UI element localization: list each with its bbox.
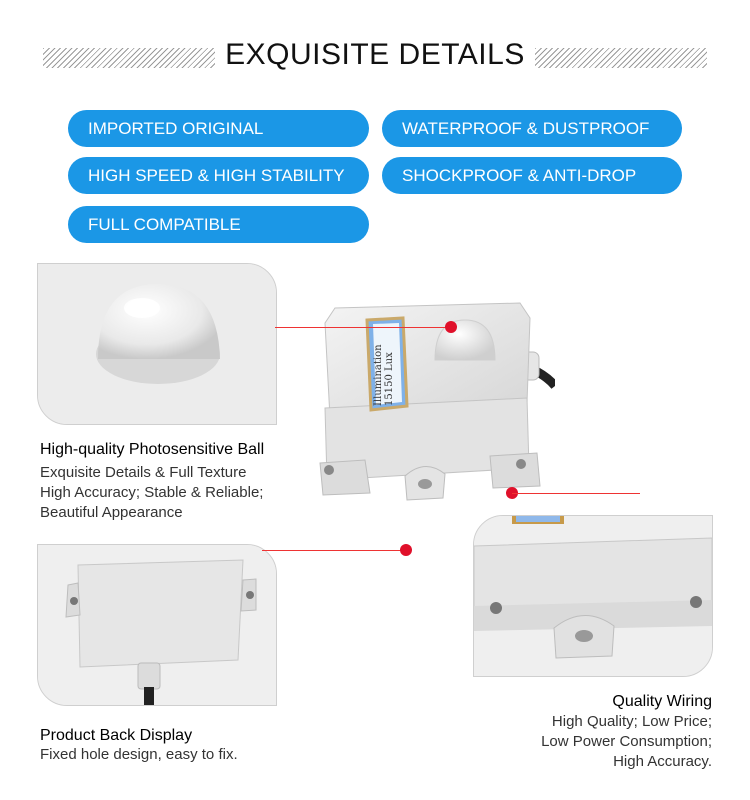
wiring-line-1: High Quality; Low Price; — [551, 713, 712, 730]
callout-dot-ball — [445, 321, 457, 333]
sensor-display-readout — [373, 326, 403, 406]
feature-pill-shockproof: SHOCKPROOF & ANTI-DROP — [382, 157, 682, 194]
callout-line-wiring — [512, 493, 640, 494]
display-line-2: 15150 Lux — [384, 352, 395, 406]
back-display-line-1: Fixed hole design, easy to fix. — [40, 746, 238, 763]
callout-line-ball — [275, 327, 450, 328]
back-display-heading: Product Back Display — [40, 727, 193, 744]
header-hatch-left — [43, 48, 215, 68]
page-title: EXQUISITE DETAILS — [225, 38, 525, 71]
back-display-image — [37, 544, 277, 706]
header-hatch-right — [535, 48, 707, 68]
feature-pill-high-speed: HIGH SPEED & HIGH STABILITY — [68, 157, 369, 194]
photosensitive-line-2: High Accuracy; Stable & Reliable; — [40, 484, 264, 501]
wiring-heading: Quality Wiring — [612, 693, 712, 710]
photosensitive-ball-image — [37, 263, 277, 425]
wiring-line-3: High Accuracy. — [613, 753, 712, 770]
photosensitive-line-3: Beautiful Appearance — [40, 504, 183, 521]
feature-pill-waterproof: WATERPROOF & DUSTPROOF — [382, 110, 682, 147]
callout-line-back — [262, 550, 404, 551]
display-line-1: Illumination — [373, 344, 384, 406]
photosensitive-line-1: Exquisite Details & Full Texture — [40, 464, 247, 481]
callout-dot-back — [400, 544, 412, 556]
photosensitive-heading: High-quality Photosensitive Ball — [40, 441, 265, 458]
wiring-line-2: Low Power Consumption; — [541, 733, 712, 750]
feature-pill-compatible: FULL COMPATIBLE — [68, 206, 369, 243]
wiring-closeup-image — [473, 515, 713, 677]
feature-pill-imported: IMPORTED ORIGINAL — [68, 110, 369, 147]
sensor-device-image — [315, 298, 555, 513]
